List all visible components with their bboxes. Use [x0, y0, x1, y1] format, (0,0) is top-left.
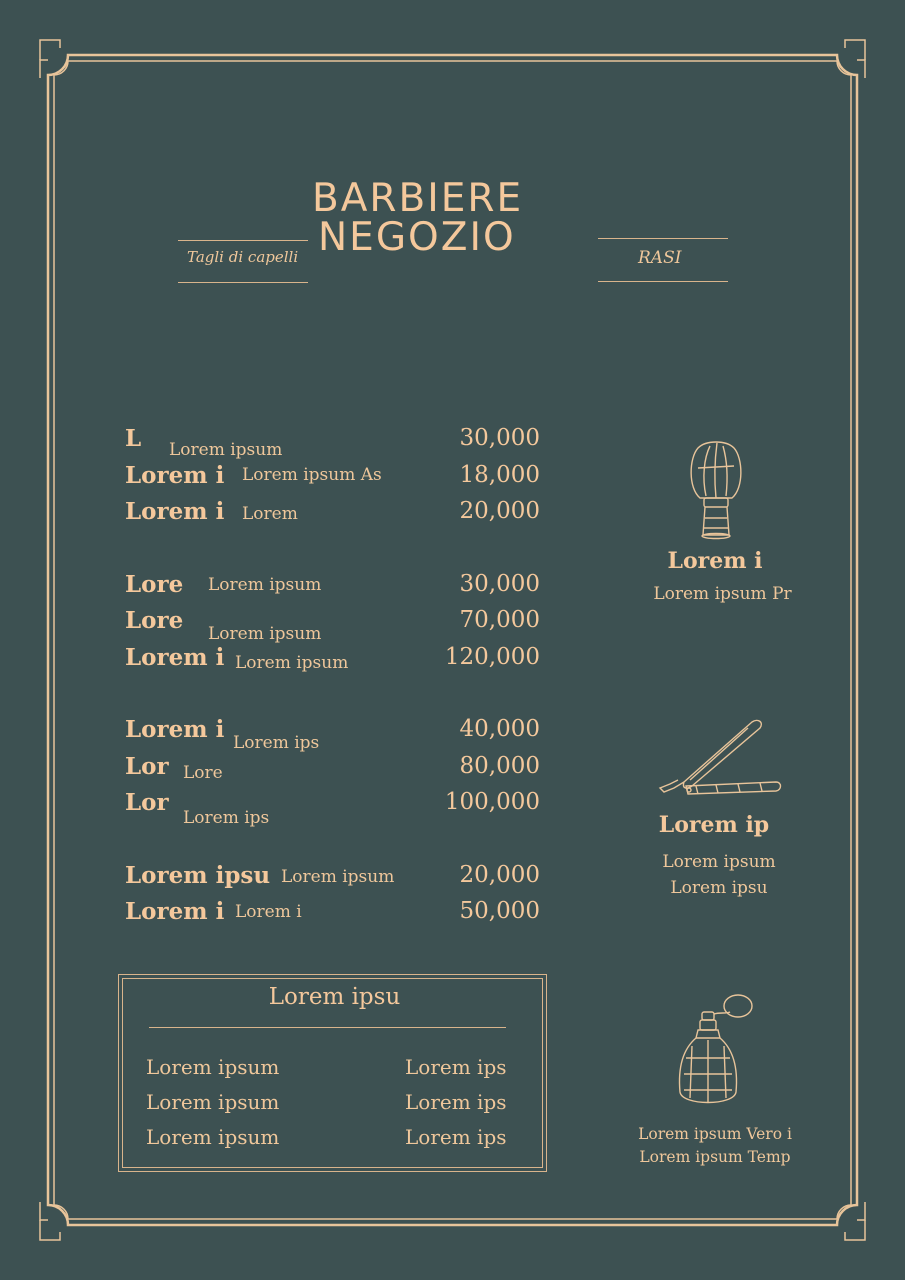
razor-line1: Lorem ipsum	[662, 852, 776, 872]
menu-item-name: Lore	[125, 607, 184, 634]
menu-item-desc: Lore	[183, 763, 223, 783]
extras-item-right: Lorem ips	[405, 1090, 507, 1114]
bottle-line2: Lorem ipsum Temp	[639, 1148, 791, 1166]
menu-item-name: Lorem i	[125, 644, 225, 671]
menu-item-price: 70,000	[459, 607, 540, 633]
tag-right-rule-bottom	[598, 281, 728, 282]
extras-item-left: Lorem ipsum	[146, 1055, 280, 1079]
menu-item-name: Lorem i	[125, 716, 225, 743]
menu-item-price: 40,000	[459, 716, 540, 742]
bottle-line1: Lorem ipsum Vero i	[638, 1125, 792, 1143]
menu-item-name: Lorem i	[125, 462, 225, 489]
menu-item-price: 50,000	[459, 898, 540, 924]
menu-item-desc: Lorem ipsum	[281, 867, 395, 887]
menu-item-price: 30,000	[459, 571, 540, 597]
menu-item-price: 20,000	[459, 862, 540, 888]
razor-title: Lorem ip	[658, 812, 770, 838]
menu-item-name: Lorem ipsu	[125, 862, 271, 889]
menu-item-desc: Lorem ipsum	[208, 624, 322, 644]
menu-item-name: L	[125, 425, 142, 452]
extras-box-title: Lorem ipsu	[268, 984, 401, 1010]
menu-item-desc: Lorem i	[235, 902, 302, 922]
menu-item-price: 20,000	[459, 498, 540, 524]
tag-right-rule-top	[598, 238, 728, 239]
menu-item-desc: Lorem ipsum As	[242, 465, 382, 485]
menu-item-desc: Lorem ipsum	[208, 575, 322, 595]
extras-item-left: Lorem ipsum	[146, 1090, 280, 1114]
extras-item-right: Lorem ips	[405, 1055, 507, 1079]
menu-item-price: 120,000	[444, 644, 540, 670]
menu-item-desc: Lorem ipsum	[235, 653, 349, 673]
tag-right: RASI	[638, 248, 682, 268]
menu-item-price: 30,000	[459, 425, 540, 451]
brush-title: Lorem i	[667, 548, 763, 574]
shop-title-line1: BARBIERE	[312, 176, 524, 221]
shaving-brush-icon	[686, 438, 746, 540]
razor-line2: Lorem ipsu	[670, 878, 768, 898]
menu-item-name: Lorem i	[125, 898, 225, 925]
menu-item-name: Lor	[125, 789, 169, 816]
tag-left-rule-top	[178, 240, 308, 241]
menu-item-desc: Lorem ips	[233, 733, 320, 753]
extras-box-divider	[149, 1027, 506, 1028]
extras-item-left: Lorem ipsum	[146, 1125, 280, 1149]
menu-item-price: 18,000	[459, 462, 540, 488]
menu-item-name: Lorem i	[125, 498, 225, 525]
perfume-bottle-icon	[672, 990, 760, 1112]
menu-item-desc: Lorem ips	[183, 808, 270, 828]
menu-item-desc: Lorem	[242, 504, 298, 524]
menu-item-desc: Lorem ipsum	[169, 440, 283, 460]
shop-title-line2: NEGOZIO	[318, 215, 516, 260]
menu-item-price: 100,000	[444, 789, 540, 815]
brush-text: Lorem ipsum Pr	[653, 584, 792, 604]
extras-item-right: Lorem ips	[405, 1125, 507, 1149]
menu-item-name: Lor	[125, 753, 169, 780]
menu-item-name: Lore	[125, 571, 184, 598]
tag-left-rule-bottom	[178, 282, 308, 283]
menu-item-price: 80,000	[459, 753, 540, 779]
straight-razor-icon	[656, 716, 786, 800]
tag-left: Tagli di capelli	[187, 248, 299, 266]
